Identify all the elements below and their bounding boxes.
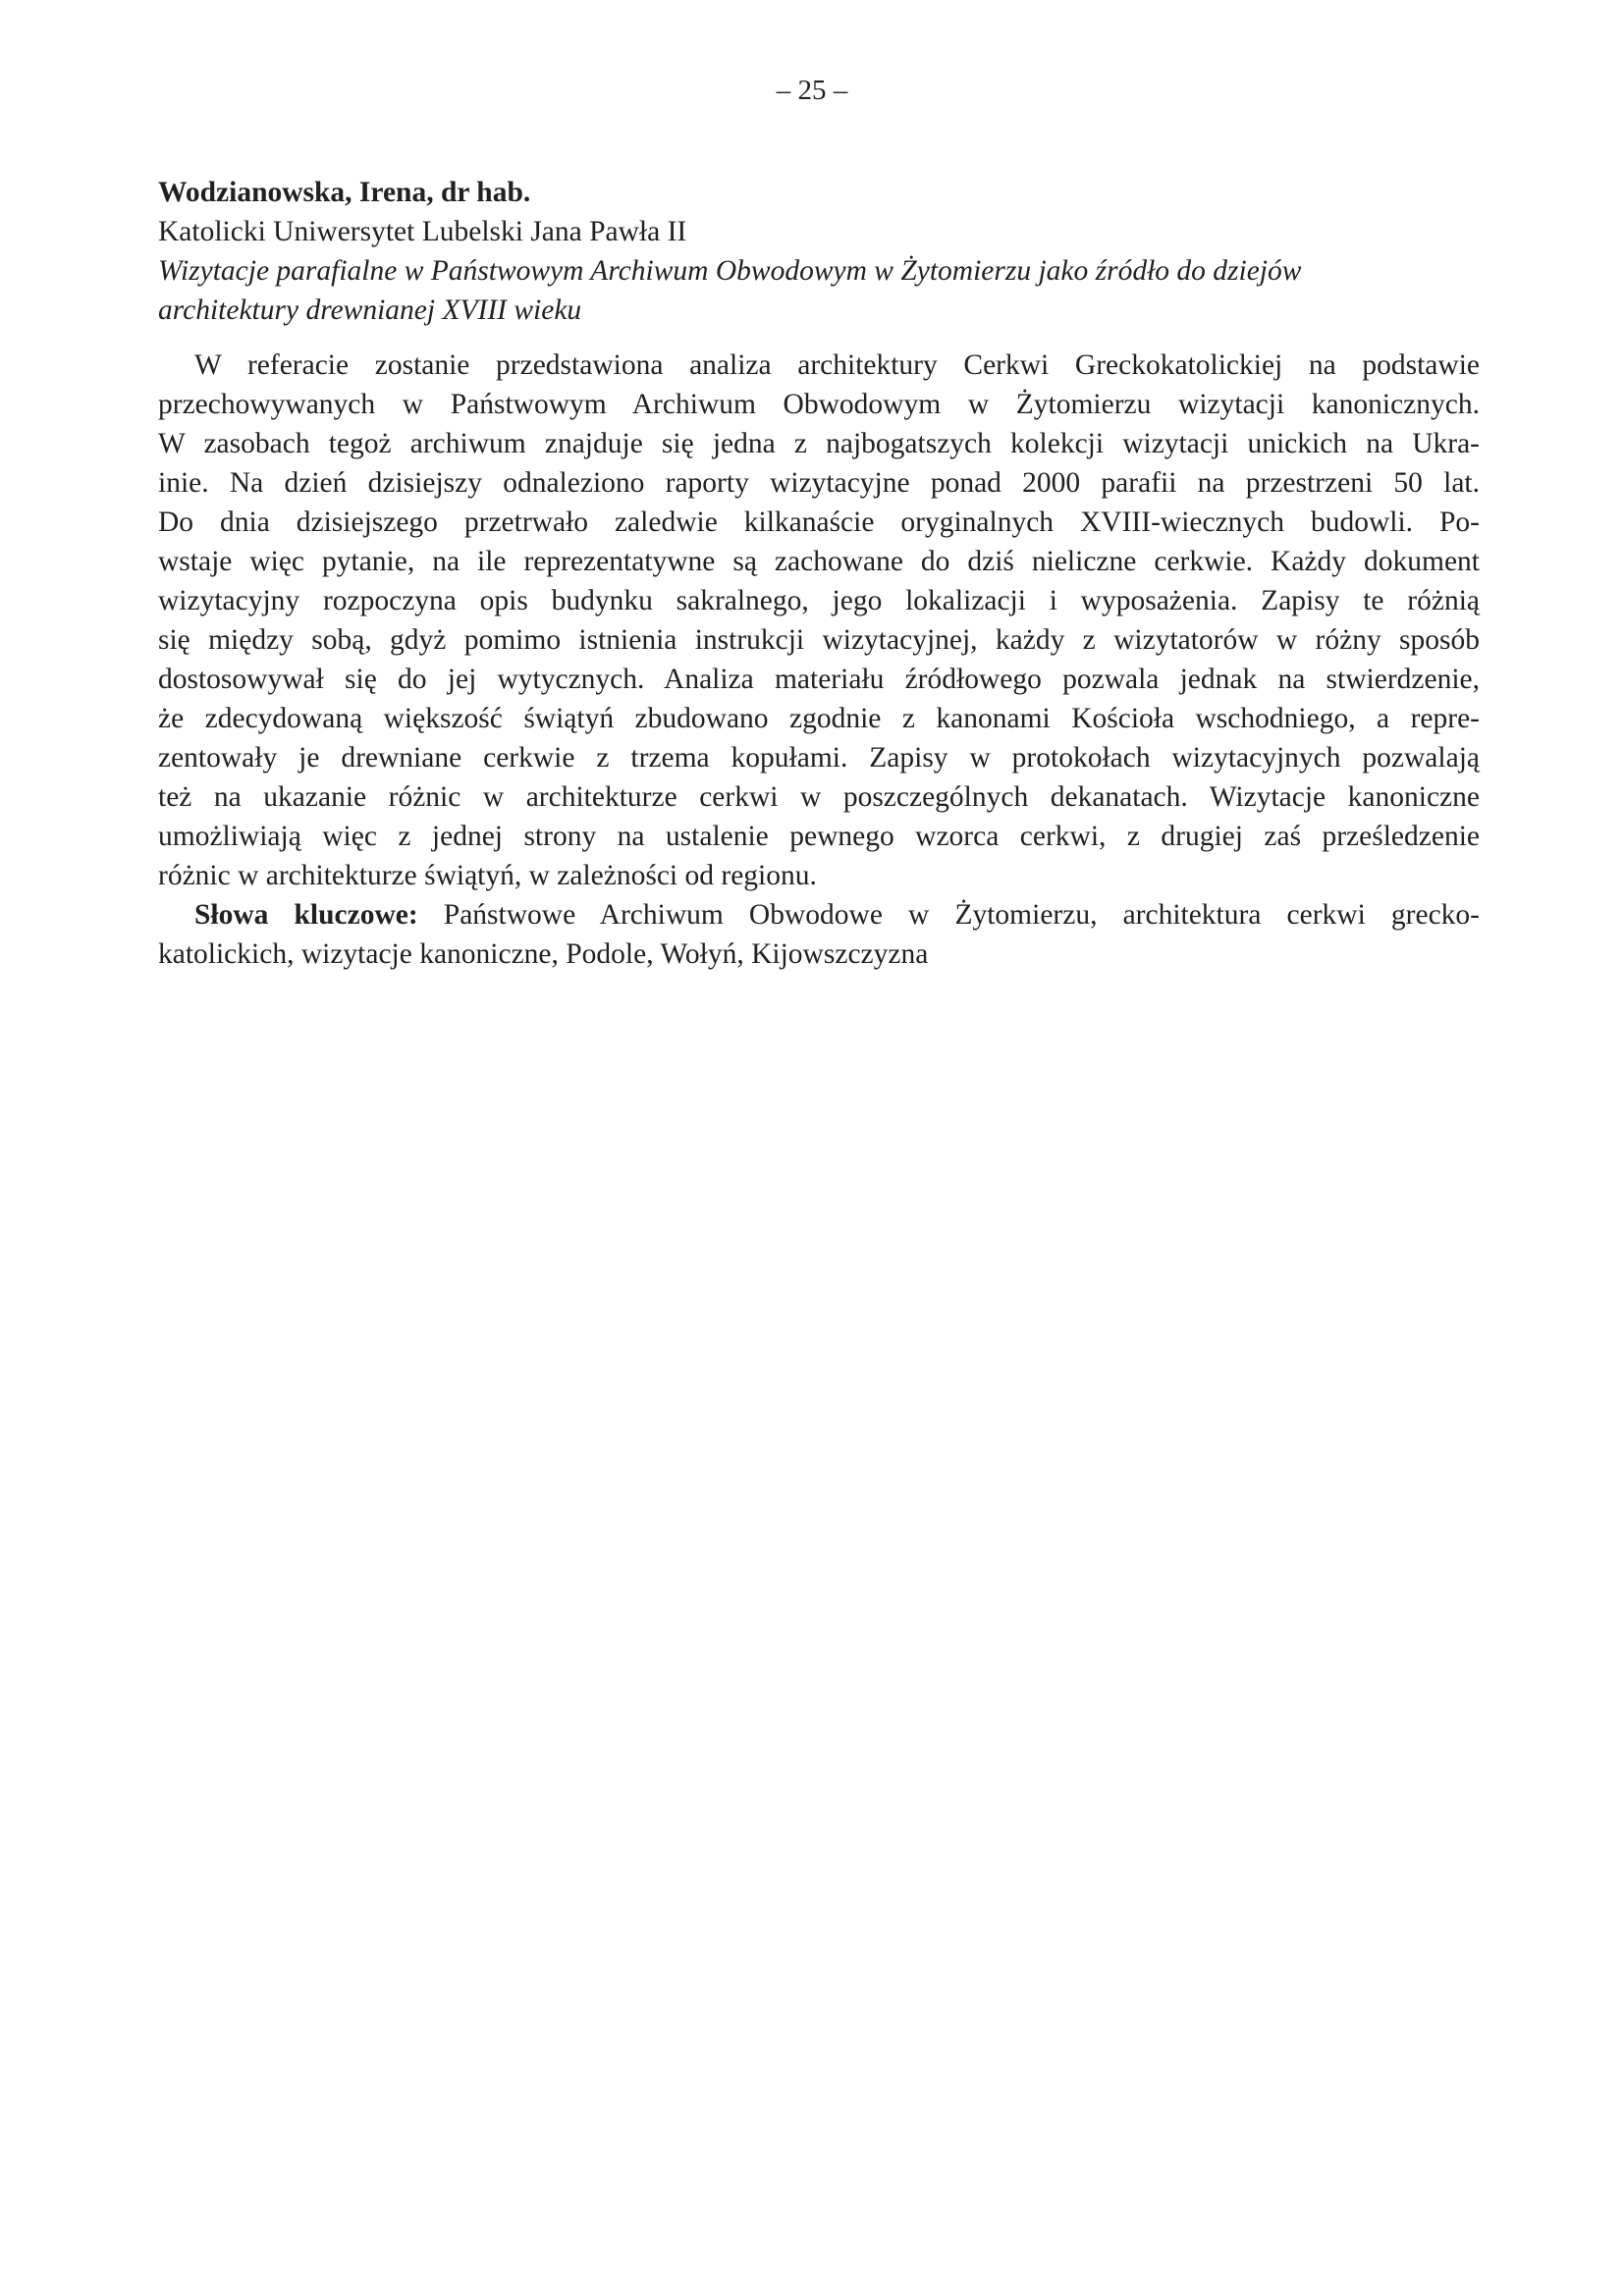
paper-title-line: Wizytacje parafialne w Państwowym Archiwum Obwodowym w Żytomierzu jako źródło do dziejów — [158, 255, 1302, 287]
abstract-paragraph — [158, 346, 1480, 895]
keywords-paragraph — [158, 895, 1480, 974]
abstract-line: W referacie zostanie przedstawiona analiza architektury Cerkwi Greckokatolickiej na podstawie — [194, 349, 1480, 381]
author-name: Wodzianowska, Irena, dr hab. — [158, 177, 531, 208]
paper-title-line: architektury drewnianej XVIII wieku — [158, 294, 582, 326]
keywords-line — [158, 895, 1480, 934]
page-number: – 25 – — [776, 75, 848, 106]
abstract-line: wstaje więc pytanie, na ile reprezentatywne są zachowane do dziś nieliczne cerkwie. Każdy dokument — [158, 546, 1480, 577]
keywords-label: Słowa kluczowe: — [194, 899, 418, 931]
author-affiliation: Katolicki Uniwersytet Lubelski Jana Pawła II — [158, 216, 687, 247]
abstract-line: zentowały je drewniane cerkwie z trzema kopułami. Zapisy w protokołach wizytacyjnych pozwalają — [158, 742, 1480, 774]
keywords-text: Państwowe Archiwum Obwodowe w Żytomierzu, architektura cerkwi grecko- — [417, 899, 1480, 931]
abstract-line: że zdecydowaną większość świątyń zbudowano zgodnie z kanonami Kościoła wschodniego, a repre- — [158, 703, 1480, 734]
abstract-body — [158, 346, 1480, 974]
abstract-line: wizytacyjny rozpoczyna opis budynku sakralnego, jego lokalizacji i wyposażenia. Zapisy te różnią — [158, 585, 1480, 616]
abstract-line: umożliwiają więc z jednej strony na ustalenie pewnego wzorca cerkwi, z drugiej zaś prześledzenie — [158, 821, 1480, 852]
abstract-line: inie. Na dzień dzisiejszy odnaleziono raporty wizytacyjne ponad 2000 parafii na przestrzeni 50 lat. — [158, 467, 1480, 499]
abstract-line: Do dnia dzisiejszego przetrwało zaledwie kilkanaście oryginalnych XVIII-wiecznych budowli. Po- — [158, 507, 1480, 538]
abstract-line: przechowywanych w Państwowym Archiwum Obwodowym w Żytomierzu wizytacji kanonicznych. — [158, 389, 1480, 420]
paper-title — [158, 251, 1480, 330]
abstract-line: W zasobach tegoż archiwum znajduje się jedna z najbogatszych kolekcji wizytacji unickich na Ukra- — [158, 428, 1480, 459]
abstract-entry — [158, 173, 1480, 974]
abstract-line: się między sobą, gdyż pomimo istnienia instrukcji wizytacyjnej, każdy z wizytatorów w różny sposób — [158, 624, 1480, 656]
abstract-line: też na ukazanie różnic w architekturze cerkwi w poszczególnych dekanatach. Wizytacje kanoniczne — [158, 781, 1480, 813]
keywords-line: katolickich, wizytacje kanoniczne, Podole, Wołyń, Kijowszczyzna — [158, 938, 929, 970]
abstract-line: różnic w architekturze świątyń, w zależności od regionu. — [158, 860, 817, 891]
abstract-line: dostosowywał się do jej wytycznych. Analiza materiału źródłowego pozwala jednak na stwierdzenie, — [158, 664, 1480, 695]
